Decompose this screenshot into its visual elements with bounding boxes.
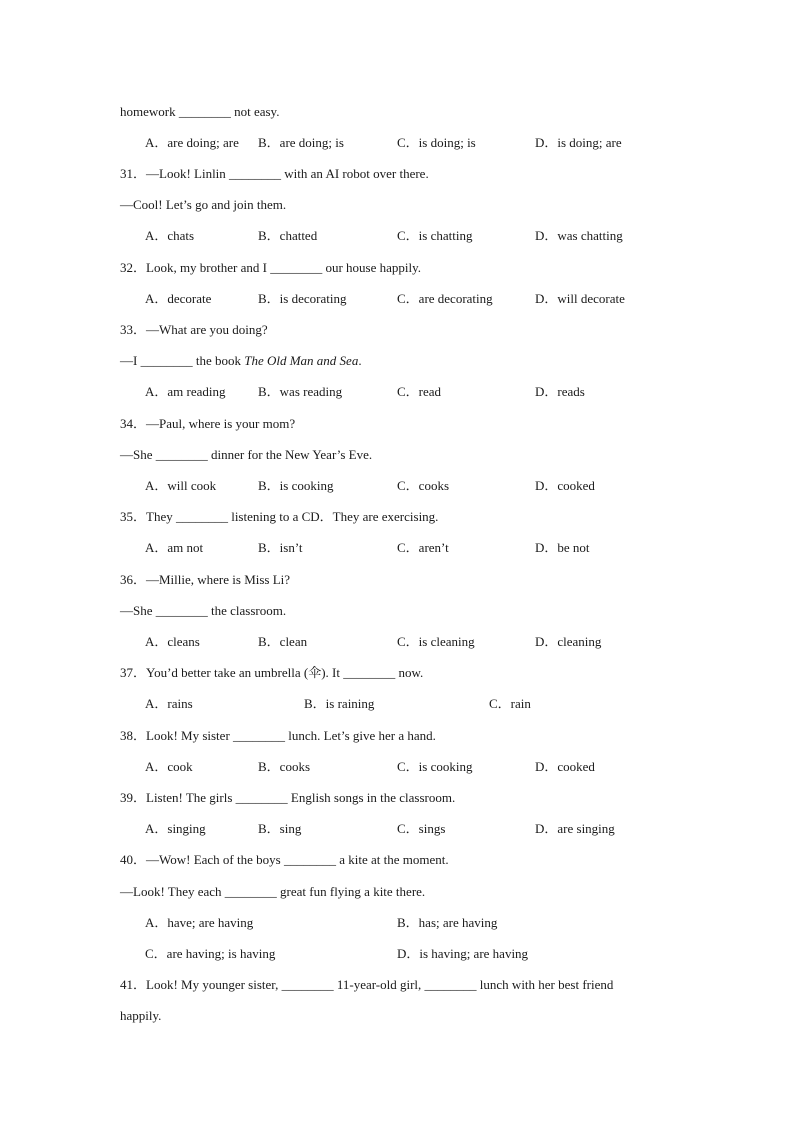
option-b: B．isn’t [258,540,303,555]
reply-end: . [358,353,362,368]
question-reply: —She ________ the classroom. [120,603,287,618]
question-stem: 40．—Wow! Each of the boys ________ a kite at the moment. [120,852,449,867]
option-d: D．is doing; are [535,135,622,150]
question-stem: 35．They ________ listening to a CD．They are exercising. [120,509,439,524]
option-a: A．cook [145,759,193,774]
question-stem-continued: happily. [120,1008,162,1023]
option-b: B．are doing; is [258,135,344,150]
question-stem: 31．—Look! Linlin ________ with an AI robot over there. [120,166,429,181]
option-d: D．be not [535,540,590,555]
option-c: C．read [397,384,442,399]
option-a: A．singing [145,821,206,836]
option-c: C．rain [489,696,531,711]
option-a: A．will cook [145,478,217,493]
question-stem: 33．—What are you doing? [120,322,268,337]
option-b: B．chatted [258,228,318,243]
question-stem: 39．Listen! The girls ________ English songs in the classroom. [120,790,456,805]
option-b: B．cooks [258,759,311,774]
question-stem: 38．Look! My sister ________ lunch. Let’s give her a hand. [120,728,436,743]
question-reply [120,353,362,369]
option-c: C．are having; is having [145,946,276,961]
question-stem: 34．—Paul, where is your mom? [120,416,296,431]
question-reply: —Cool! Let’s go and join them. [120,197,287,212]
book-title: The Old Man and Sea [244,353,359,368]
option-c: C．sings [397,821,446,836]
option-d: D．will decorate [535,291,625,306]
option-d: D．are singing [535,821,615,836]
option-a: A．cleans [145,634,200,649]
question-stem: 32．Look, my brother and I ________ our house happily. [120,260,421,275]
option-b: B．is raining [304,696,375,711]
question-stem: 37．You’d better take an umbrella (伞). It ________ now. [120,665,424,680]
option-b: B．clean [258,634,308,649]
option-a: A．have; are having [145,915,254,930]
question-reply: —Look! They each ________ great fun flying a kite there. [120,884,426,899]
option-a: A．are doing; are [145,135,239,150]
option-d: D．is having; are having [397,946,529,961]
option-a: A．rains [145,696,193,711]
option-a: A．chats [145,228,195,243]
option-c: C．aren’t [397,540,449,555]
option-c: C．cooks [397,478,450,493]
question-reply: —She ________ dinner for the New Year’s Eve. [120,447,373,462]
option-d: D．cooked [535,759,595,774]
option-a: A．decorate [145,291,212,306]
option-b: B．sing [258,821,302,836]
option-b: B．has; are having [397,915,498,930]
option-d: D．reads [535,384,585,399]
option-b: B．is cooking [258,478,334,493]
option-c: C．is cleaning [397,634,475,649]
option-a: A．am reading [145,384,226,399]
option-c: C．are decorating [397,291,493,306]
reply-text: —I ________ the book [120,353,245,368]
question-stem: 41．Look! My younger sister, ________ 11-year-old girl, ________ lunch with her best friend [120,977,614,992]
option-b: B．was reading [258,384,343,399]
option-a: A．am not [145,540,204,555]
option-c: C．is cooking [397,759,473,774]
question-stem: homework ________ not easy. [120,104,280,119]
option-d: D．cooked [535,478,595,493]
option-b: B．is decorating [258,291,347,306]
option-c: C．is chatting [397,228,473,243]
option-d: D．was chatting [535,228,623,243]
option-d: D．cleaning [535,634,602,649]
option-c: C．is doing; is [397,135,476,150]
question-stem: 36．—Millie, where is Miss Li? [120,572,291,587]
